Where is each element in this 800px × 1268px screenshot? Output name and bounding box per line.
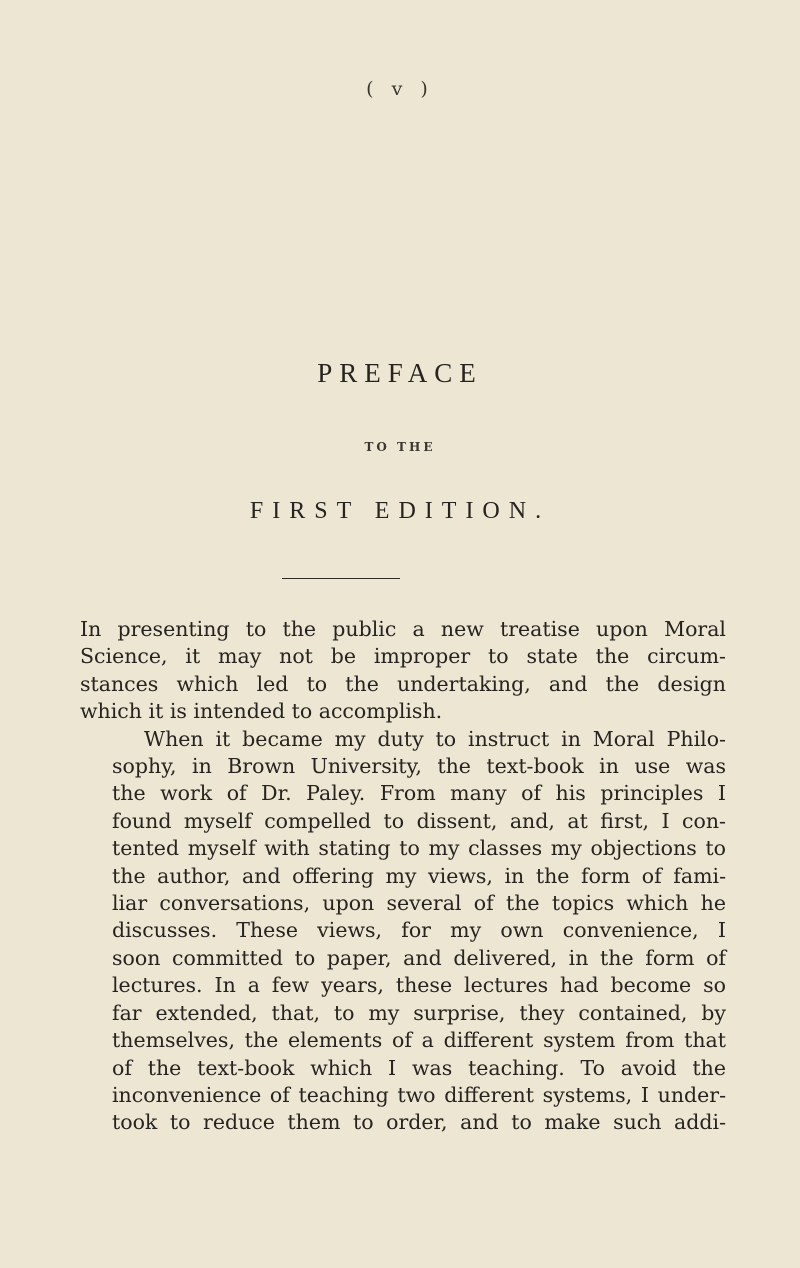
text-line: stances which led to the undertaking, and the design [80,671,726,696]
text-line: found myself compelled to dissent, and, at first, I con- [112,808,726,833]
section-divider [282,578,400,579]
page-title: PREFACE [317,358,483,388]
text-line: In presenting to the public a new treatise upon Moral [80,617,726,641]
paragraph-2 [80,726,726,1137]
text-line: inconvenience of teaching two different systems, I under- [112,1082,726,1107]
text-line: liar conversations, upon several of the topics which he [112,891,726,916]
text-line: soon committed to paper, and delivered, in the form of [112,945,726,970]
text-line: of the text-book which I was teaching. To avoid the [112,1055,726,1080]
paragraph-1 [80,616,726,726]
text-line: Science, it may not be improper to state the circum- [80,644,726,669]
text-line: took to reduce them to order, and to make such addi- [112,1110,726,1135]
page-number: ( v ) [366,78,434,100]
text-line: the author, and offering my views, in the form of fami- [112,863,726,888]
text-line: discusses. These views, for my own convenience, I [112,918,726,943]
text-line: themselves, the elements of a different system from that [112,1028,726,1053]
text-line: far extended, that, to my surprise, they contained, by [112,1000,726,1025]
page-subtitle: TO THE [364,440,436,454]
text-line: the work of Dr. Paley. From many of his principles I [112,781,726,806]
preface-body [80,616,726,1137]
text-line: which it is intended to accomplish. [80,699,443,724]
edition-heading: FIRST EDITION. [249,498,551,524]
text-line: lectures. In a few years, these lectures had become so [112,973,726,998]
text-line: sophy, in Brown University, the text-book in use was [112,754,726,779]
text-line: When it became my duty to instruct in Moral Philo- [144,726,726,751]
text-line: tented myself with stating to my classes my objections to [112,836,726,861]
